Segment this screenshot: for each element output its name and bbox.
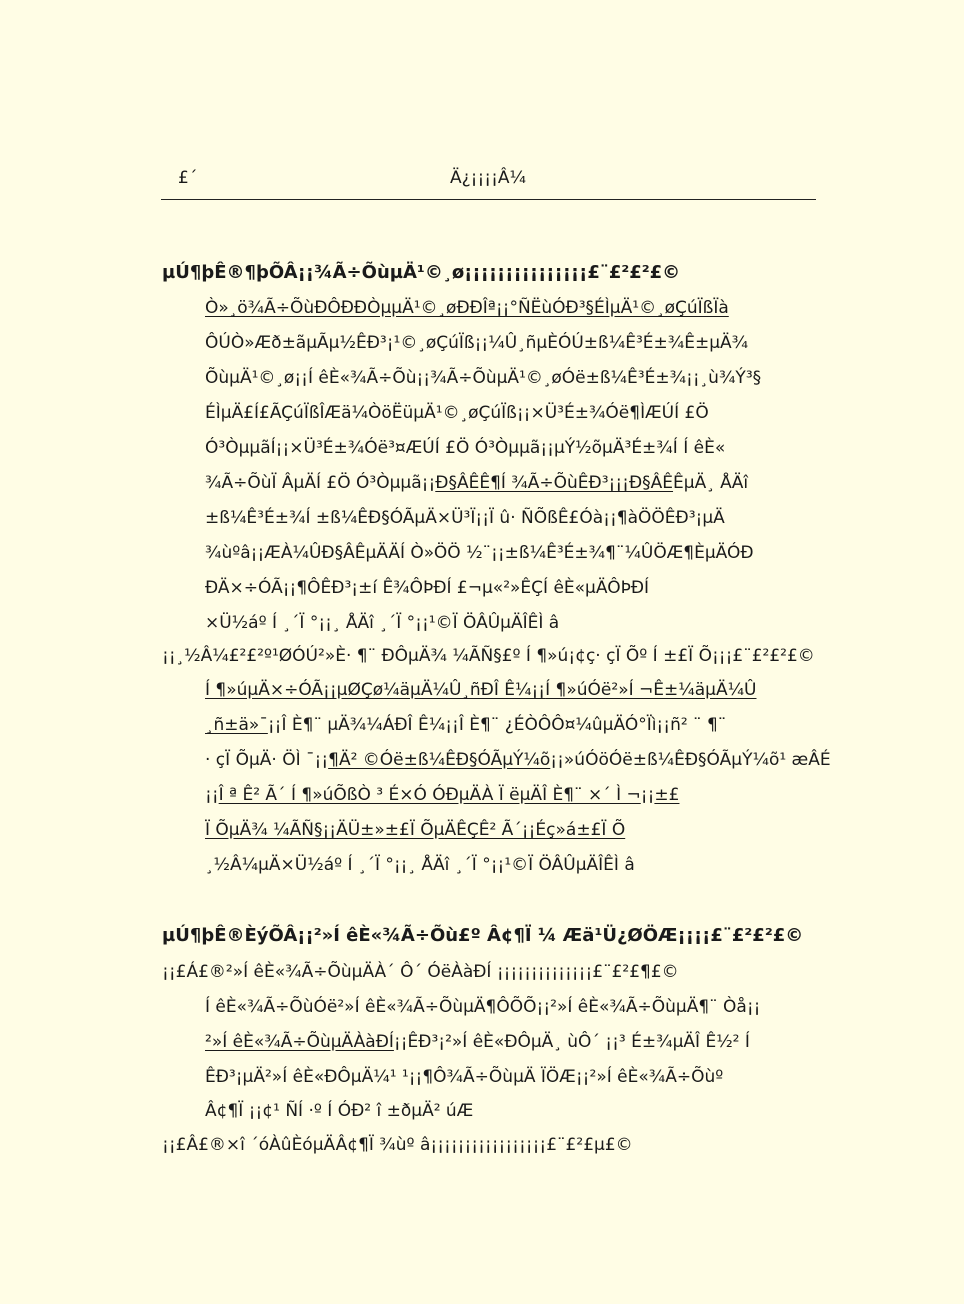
text-segment: · çÏ ÕµÄ· ÖÌ ¯¡¡	[205, 750, 329, 770]
section-text-line	[205, 748, 831, 772]
section-text-line	[205, 1030, 750, 1054]
section-text-line	[205, 1099, 473, 1123]
appendix-entry	[162, 960, 679, 984]
underlined-text: ²»Í êÈ«¾Ã÷ÕùµÄÀàÐÍ	[205, 1032, 394, 1052]
text-segment: ¡¡¸½Â¼£²£²º¹ØÓÚ²»È· ¶¨ ÐÔµÄ¾ ¼ÃÑ§£º Í ¶»ú¡¢ç· çÏ Õº Í ±£Ï Õ¡¡¡£¨£²£²£©	[162, 646, 815, 666]
underlined-text: Ð§ÂÊÊ¶Í ¾Ã÷ÕùÊÐ³¡¡¡Ð§ÂÊ	[435, 473, 674, 493]
text-segment: ¡¡»úÓöÓë±ß¼ÊÐ§ÓÃµÝ¼õ¹ æÂÉ	[550, 750, 831, 770]
text-segment: Â¢¶Ï ¡¡¢¹ ÑÍ ·º Í ÓÐ² î ±ðµÄ² úÆ	[205, 1101, 474, 1121]
section-text-line	[205, 611, 559, 635]
section-text-line	[205, 1065, 723, 1089]
section-text-line	[205, 436, 725, 460]
text-segment: ÊµÄ¸ ÅÄî	[673, 473, 749, 493]
text-segment: ÉÌµÄ£Í£ÃÇúÏßÎÆä¼ÒöËüµÄ¹©¸øÇúÏß¡¡×Ü³É±¾Óë¶ÌÆÚÍ £Ö	[205, 403, 709, 423]
section-text-line	[205, 853, 635, 877]
underlined-text: ¶Ä² ©Óë±ß¼ÊÐ§ÓÃµÝ¼õ	[328, 750, 551, 770]
text-segment: ¡¡	[205, 785, 219, 805]
text-segment: ÕùµÄ¹©¸ø¡¡Í êÈ«¾Ã÷Õù¡¡¾Ã÷ÕùµÄ¹©¸øÓë±ß¼Ê³É±¾¡¡¸ù¾Ý³§	[205, 368, 762, 388]
underlined-text: ±£	[654, 785, 680, 805]
text-segment: ¾Ã÷ÕùÏ ÂµÄÍ £Ö Ó³Òµµã¡¡	[205, 473, 436, 493]
text-segment: ÐÄ×÷ÓÃ¡¡¶ÔÊÐ³¡±í Ê¾ÔÞÐÍ £¬µ«²»ÊÇÍ êÈ«µÄÔÞÐÍ	[205, 578, 650, 598]
underlined-text: Ò»¸ö¾Ã÷ÕùÐÔÐÐÒµµÄ¹©¸øÐÐÎª¡¡°ÑËùÓÐ³§ÉÌµÄ¹©¸øÇúÏßÏà	[205, 298, 729, 318]
section-text-line	[205, 401, 709, 425]
section-text-line	[205, 713, 726, 737]
running-title: Ä¿¡¡¡¡Â¼	[450, 168, 527, 188]
section-text-line	[205, 995, 760, 1019]
text-segment: ¡¡ÊÐ³¡²»Í êÈ«ÐÔµÄ¸ ùÔ´ ¡¡³ É±¾µÄÎ Ê½² Í	[393, 1032, 750, 1052]
text-segment: ÔÚÒ»Æð±ãµÃµ½ÊÐ³¡¹©¸øÇúÏß¡¡¼Û¸ñµÈÓÚ±ß¼Ê³É±¾Ê±µÄ¾	[205, 333, 749, 353]
chapter-entry	[162, 924, 803, 948]
text-segment: ¾ùºâ¡¡ÆÀ¼ÛÐ§ÂÊµÄÄÍ Ò»ÖÖ ½¨¡¡±ß¼Ê³É±¾¶¨¼ÛÖÆ¶ÈµÄÓÐ	[205, 543, 754, 563]
section-text-line	[205, 783, 679, 807]
section-text-line	[205, 576, 649, 600]
text-segment: µÚ¶þÊ®ÈýÕÂ¡¡²»Í êÈ«¾Ã÷Õù£º Â¢¶Ï ¼ Æä¹Ü¿ØÖÆ¡¡¡¡£¨£²£²£©	[162, 925, 804, 946]
text-segment: ¡¡Î È¶¨ µÄ¾¼ÁÐÎ Ê¼¡¡Î È¶¨ ¿ÉÒÔÔ¤¼ûµÄÓ°Ïì¡¡ñ² ¨ ¶¨	[267, 715, 727, 735]
text-segment: ×Ü½áº Í ¸´Ï °¡¡¸ ÅÄî ¸´Ï °¡¡¹©Ï ÖÂÛµÄÎÊÌ â	[205, 613, 560, 633]
section-text-line	[205, 296, 729, 320]
section-text-line	[205, 471, 748, 495]
text-segment: ¡¡£Â£®×î ´óÀûÈóµÄÂ¢¶Ï ¾ùº â¡¡¡¡¡¡¡¡¡¡¡¡¡¡¡¡¡£¨£²£µ£©	[162, 1135, 633, 1155]
text-segment: ¡¡£Á£®²»Í êÈ«¾Ã÷ÕùµÄÀ´ Ô´ ÓëÀàÐÍ ¡¡¡¡¡¡¡¡¡¡¡¡¡¡£¨£²£¶£©	[162, 962, 679, 982]
section-text-line	[205, 678, 757, 702]
header-rule	[161, 199, 816, 200]
text-segment: Ó³ÒµµãÍ¡¡×Ü³É±¾Óë³¤ÆÚÍ £Ö Ó³Òµµã¡¡µÝ½õµÄ³É±¾Í Í êÈ«	[205, 438, 726, 458]
text-segment: ¡¡	[640, 785, 655, 805]
underlined-text: Í ¶»úÓë²»Í ¬Ê±¼äµÄ¼Û	[545, 680, 757, 700]
appendix-entry	[162, 644, 815, 668]
section-text-line	[205, 818, 625, 842]
chapter-entry	[162, 261, 680, 285]
underlined-text: Ï ÕµÄ¾ ¼ÃÑ§¡¡ÄÜ±»±£Ï ÕµÄÊÇÊ² Ã´¡¡Éç»á±£Ï Õ	[205, 820, 626, 840]
section-text-line	[205, 541, 754, 565]
section-text-line	[205, 331, 748, 355]
underlined-text: ¸ñ±ä»¯	[205, 715, 268, 735]
text-segment: ÊÐ³¡µÄ²»Í êÈ«ÐÔµÄ¼¹ ¹¡¡¶Ô¾Ã÷ÕùµÄ ÏÖÆ¡¡²»Í êÈ«¾Ã÷Õùº	[205, 1067, 724, 1087]
underlined-text: Í ¶»úµÄ×÷ÓÃ¡¡µØÇø¼äµÄ¼Û¸ñÐÎ Ê¼¡¡	[205, 680, 546, 700]
section-text-line	[205, 506, 725, 530]
text-segment: ¸½Â¼µÄ×Ü½áº Í ¸´Ï °¡¡¸ ÅÄî ¸´Ï °¡¡¹©Ï ÖÂÛµÄÎÊÌ â	[205, 855, 635, 875]
section-text-line	[205, 366, 761, 390]
underlined-text: Î ª Ê² Ã´ Í ¶»úÕßÒ ³ É×Ó ÓÐµÄÀ Ï ëµÄÎ È¶¨ ×´ Ì ¬	[218, 785, 641, 805]
page-number: £´	[178, 168, 198, 188]
text-segment: µÚ¶þÊ®¶þÕÂ¡¡¾Ã÷ÕùµÄ¹©¸ø¡¡¡¡¡¡¡¡¡¡¡¡¡¡¡£¨£²£²£©	[162, 262, 681, 283]
text-segment: ±ß¼Ê³É±¾Í ±ß¼ÊÐ§ÓÃµÄ×Ü³Ï¡¡Ï û· ÑÕßÊ£Óà¡¡¶àÖÖÊÐ³¡µÄ	[205, 508, 725, 528]
text-segment: Í êÈ«¾Ã÷ÕùÓë²»Í êÈ«¾Ã÷ÕùµÄ¶ÔÕÕ¡¡²»Í êÈ«¾Ã÷ÕùµÄ¶¨ Òå¡¡	[205, 997, 761, 1017]
appendix-entry	[162, 1133, 633, 1157]
